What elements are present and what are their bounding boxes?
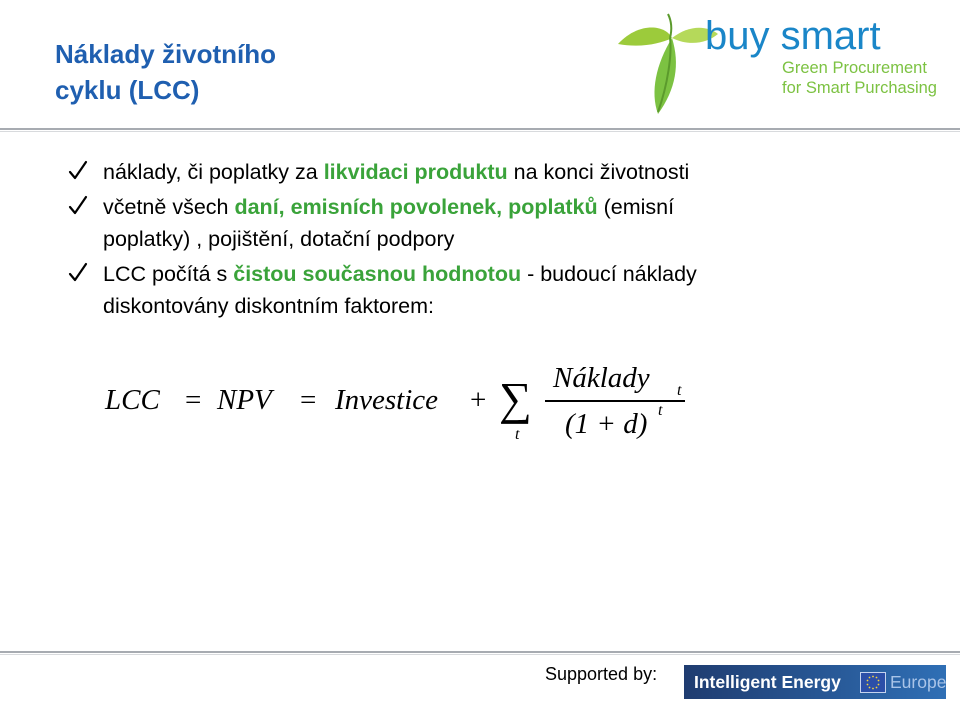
formula-denominator-exponent: t bbox=[658, 402, 663, 419]
bullet-text: na konci životnosti bbox=[507, 160, 690, 184]
bullet-text: - budoucí náklady bbox=[521, 262, 697, 286]
bullet-text: (emisní bbox=[597, 195, 675, 219]
header-divider-shadow bbox=[0, 131, 960, 132]
logo-tagline-2: for Smart Purchasing bbox=[782, 79, 937, 97]
bullet-highlight: čistou současnou hodnotou bbox=[233, 262, 522, 286]
formula-sigma: ∑ bbox=[499, 373, 532, 424]
bullet-text: LCC počítá s bbox=[103, 262, 234, 286]
footer-divider bbox=[0, 651, 960, 653]
leaf-icon bbox=[610, 4, 720, 124]
bullet-item bbox=[68, 156, 948, 188]
bullet-highlight: likvidaci produktu bbox=[323, 160, 508, 184]
formula-lcc: LCC bbox=[105, 384, 160, 416]
slide-title-line2: cyklu (LCC) bbox=[55, 75, 200, 105]
logo-brand: buy smart bbox=[705, 14, 881, 58]
eu-flag-icon bbox=[860, 672, 886, 693]
logo-tagline-1: Green Procurement bbox=[782, 59, 927, 77]
slide-title-line1: Náklady životního bbox=[55, 39, 277, 69]
bullet-item bbox=[68, 258, 948, 322]
lcc-formula bbox=[105, 360, 705, 455]
footer-divider-shadow bbox=[0, 654, 960, 655]
bullet-text: včetně všech bbox=[103, 195, 235, 219]
bullet-text: náklady, či poplatky za bbox=[103, 160, 324, 184]
bullet-item bbox=[68, 191, 948, 255]
formula-investice: Investice bbox=[335, 384, 439, 416]
formula-plus: + bbox=[470, 384, 487, 416]
formula-npv: NPV bbox=[217, 384, 272, 416]
check-icon bbox=[68, 157, 88, 183]
formula-numerator: Náklady bbox=[553, 362, 650, 394]
header-divider bbox=[0, 128, 960, 130]
bullet-highlight: daní, emisních povolenek, poplatků bbox=[234, 195, 598, 219]
bullet-text: poplatky) , pojištění, dotační podpory bbox=[103, 227, 455, 251]
bullet-list bbox=[68, 156, 948, 325]
fraction-bar bbox=[545, 400, 685, 402]
formula-sum-index: t bbox=[515, 426, 520, 443]
slide-title bbox=[55, 36, 276, 108]
formula-numerator-subscript: t bbox=[677, 382, 682, 399]
check-icon bbox=[68, 259, 88, 285]
badge-region-text: Europe bbox=[890, 672, 947, 692]
bullet-text: diskontovány diskontním faktorem: bbox=[103, 294, 435, 318]
formula-equals-1: = bbox=[185, 384, 202, 416]
badge-main-text: Intelligent Energy bbox=[694, 672, 841, 692]
formula-denominator: (1 + d) bbox=[565, 408, 648, 440]
check-icon bbox=[68, 192, 88, 218]
intelligent-energy-europe-logo bbox=[684, 665, 946, 699]
formula-equals-2: = bbox=[300, 384, 317, 416]
supported-by-label: Supported by: bbox=[545, 664, 658, 684]
buy-smart-logo bbox=[610, 4, 955, 124]
